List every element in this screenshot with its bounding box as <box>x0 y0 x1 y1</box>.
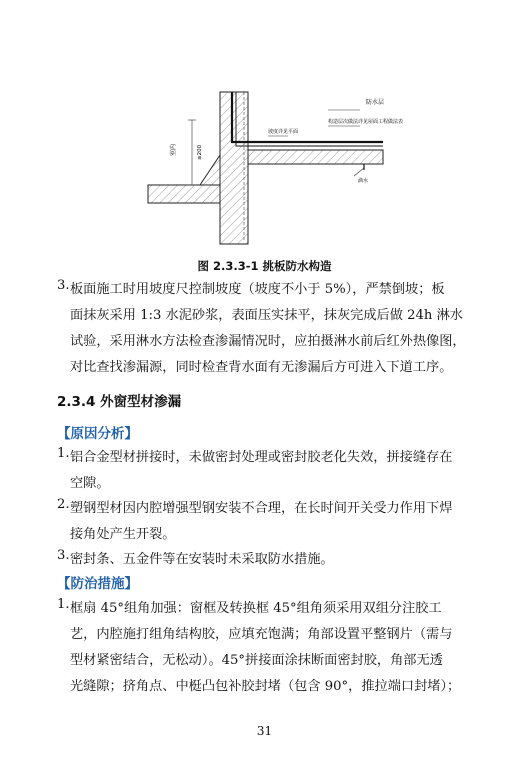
prevent-1-line-2: 艺，内腔施打组角结构胶，应填充饱满；角部设置平整钢片（需与 <box>70 627 453 642</box>
label-note: 构造层次做法详见屋面工程做法表 <box>328 119 404 125</box>
cause-1-number: 1. <box>57 446 70 461</box>
cause-2-line-2: 接角处产生开裂。 <box>70 527 176 542</box>
floor-slab <box>148 185 220 203</box>
cause-3-line-1: 密封条、五金件等在安装时未采取防水措施。 <box>70 552 334 567</box>
canopy-slab <box>248 150 383 164</box>
label-indoor: 室内 <box>170 143 177 156</box>
cause-3-number: 3. <box>57 548 70 563</box>
cause-tag: 【原因分析】 <box>57 426 138 442</box>
cause-2-number: 2. <box>57 497 70 512</box>
cause-1-line-2: 空隙。 <box>70 476 110 491</box>
prevent-tag: 【防治措施】 <box>57 576 138 592</box>
prevent-1-number: 1. <box>57 597 70 612</box>
label-drip: 滴水 <box>358 178 369 184</box>
prevent-1-line-3: 型材紧密结合，无松动）。45°拼接面涂抹断面密封胶，角部无透 <box>70 653 443 668</box>
section-heading: 2.3.4 外窗型材渗漏 <box>57 394 182 410</box>
prevent-1-line-4: 光缝隙；挤角点、中梃凸包补胶封堵（包含 90°，推拉端口封堵）； <box>70 679 461 694</box>
item3-line-1: 板面施工时用坡度尺控制坡度（坡度不小于 5%），严禁倒坡；板 <box>70 282 445 297</box>
item3-line-4: 对比查找渗漏源，同时检查背水面有无渗漏后方可进入下道工序。 <box>70 360 453 375</box>
item3-number: 3. <box>57 278 70 293</box>
label-dim: ≥200 <box>197 144 203 160</box>
figure-caption: 图 2.3.3-1 挑板防水构造 <box>197 259 332 273</box>
canopy-waterproof-diagram <box>128 90 428 248</box>
item3-line-3: 试验，采用淋水方法检查渗漏情况时，应拍摄淋水前后红外热像图， <box>70 334 466 349</box>
prevent-1-line-1: 框扇 45°组角加强：窗框及转换框 45°组角须采用双组分注胶工 <box>70 601 442 616</box>
item3-line-2: 面抹灰采用 1:3 水泥砂浆，表面压实抹平，抹灰完成后做 24h 淋水 <box>70 308 463 323</box>
label-waterproof-layer: 防水层 <box>366 99 385 106</box>
page-number: 31 <box>256 724 273 738</box>
cause-1-line-1: 铝合金型材拼接时，未做密封处理或密封胶老化失效，拼接缝存在 <box>70 450 453 465</box>
cause-2-line-1: 塑钢型材因内腔增强型钢安装不合理，在长时间开关受力作用下焊 <box>70 501 453 516</box>
label-slope: 坡度详见平面 <box>268 129 299 135</box>
